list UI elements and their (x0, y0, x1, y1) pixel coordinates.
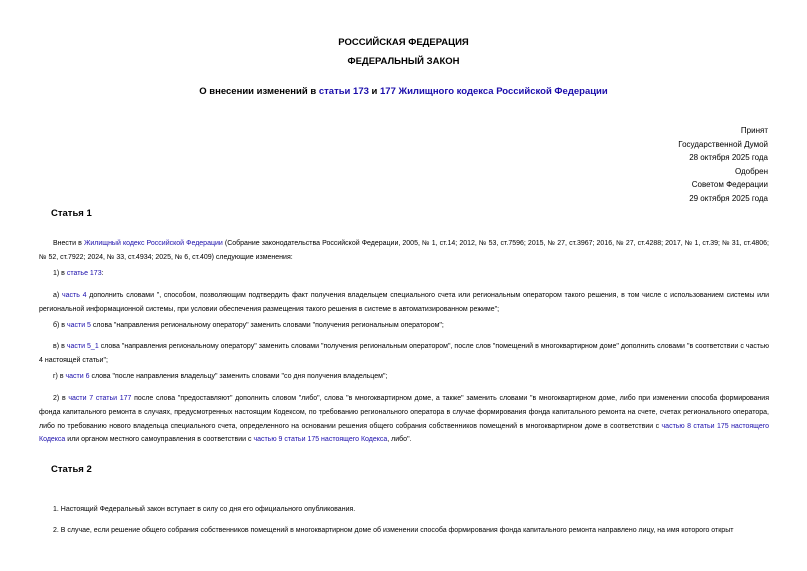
item-b-prefix: б) в (53, 322, 67, 329)
article-177-link[interactable]: 177 Жилищного кодекса Российской Федерации (380, 86, 608, 97)
article-2-item-2-text: 2. В случае, если решение общего собрания собственников помещений в многоквартирном доме об изменении способа формирования фонда капитального ремонта направлено лицу, на имя которого открыт (53, 527, 734, 534)
part-4-link[interactable]: часть 4 (61, 292, 87, 299)
article-173-ref-link[interactable]: статье 173 (66, 270, 102, 277)
item-1-text: 1) в (53, 270, 67, 277)
intro-text-a: Внести в (53, 240, 84, 247)
item-g-prefix: г) в (53, 373, 66, 380)
item-b (39, 319, 769, 333)
title-mid: и (368, 86, 381, 97)
accepted-date: 28 октября 2025 года (689, 153, 768, 163)
item-g (39, 370, 769, 384)
item-2-prefix: 2) в (53, 395, 69, 402)
law-type-heading: ФЕДЕРАЛЬНЫЙ ЗАКОН (347, 56, 460, 67)
item-g-text: слова "после направления владельцу" заменить словами "со дня получения владельцем"; (89, 373, 388, 380)
part-5-link[interactable]: части 5 (66, 322, 91, 329)
item-a-prefix: а) (53, 292, 62, 299)
part-6-link[interactable]: части 6 (65, 373, 90, 380)
article-2-item-2 (39, 524, 769, 538)
accepted-by: Государственной Думой (678, 139, 768, 149)
part-5-1-link[interactable]: части 5_1 (66, 343, 99, 350)
housing-code-link[interactable]: Жилищный кодекс Российской Федерации (83, 240, 223, 247)
title-prefix: О внесении изменений в (199, 86, 319, 97)
item-v-prefix: в) в (53, 343, 67, 350)
intro-text-b: (Собрание законодательства Российской Федерации, 2005, № 1, ст.14; 2012, № 53, ст.7596; 2015, № 27, ст.3967; 2016, № 27, ст.4288; 2017, № 1, ст.39; № 31, ст.4806; № 52, ст.7922; 2024, № 33, ст.4934; 2025, № 6, ст.409) следующие изменения: (39, 240, 770, 261)
accepted-label: Принят (740, 126, 768, 135)
article-2-item-1 (39, 503, 769, 517)
item-v-text: слова "направления региональному оператору" заменить словами "получения региональным оператором", после слов "помещений в многоквартирном доме" дополнить словами "в соответствии с частью 4 настоящей статьи"; (39, 343, 769, 364)
article-2-heading: Статья 2 (51, 464, 92, 475)
article-173-link[interactable]: статьи 173 (318, 86, 369, 97)
approved-by: Советом Федерации (691, 180, 768, 190)
part-9-article-175-link[interactable]: частью 9 статьи 175 настоящего Кодекса (253, 436, 388, 444)
country-heading: РОССИЙСКАЯ ФЕДЕРАЦИЯ (338, 37, 469, 48)
law-title (0, 86, 807, 97)
acceptance-block (678, 124, 768, 206)
item-a (39, 289, 769, 317)
article-2-item-1-text: 1. Настоящий Федеральный закон вступает в силу со дня его официального опубликования. (53, 506, 356, 513)
part-8-article-175-link[interactable]: частью 8 статьи 175 настоящего Кодекса (39, 422, 770, 444)
approved-label: Одобрен (734, 166, 768, 176)
part-7-article-177-link[interactable]: части 7 статьи 177 (68, 395, 132, 402)
item-2-text-b: после слова "предоставляют" дополнить словом "либо", слова "в многоквартирном доме, а также" заменить словами "в многоквартирном доме, либо при изменении способа формирования фонда капитального ремонта в случаях, предусмотренных настоящим Кодексом, по требованию регионального оператора в случае формирования фонда капитального ремонта на счете, счетах регионального оператора, либо по требованию нового владельца специального счета, определенного на основании решения общего собрания собственников помещений в многоквартирном доме в соответствии с (39, 395, 769, 430)
item-2 (39, 392, 769, 447)
approved-date: 29 октября 2025 года (689, 193, 768, 203)
item-b-text: слова "направления региональному оператору" заменить словами "получения региональным оператором"; (90, 322, 444, 329)
item-2-text-d: , либо". (387, 436, 412, 444)
article-1-heading: Статья 1 (51, 208, 92, 219)
item-v (39, 340, 769, 368)
item-1-colon: : (101, 270, 104, 277)
item-a-text: дополнить словами ", способом, позволяющим подтвердить факт получения владельцем специального счета или региональным оператором такого решения, в том числе с использованием системы или региональной информационной системы, при условии обеспечения размещения такого решения в системе в автоматизированном режиме"; (39, 292, 770, 313)
article-1-intro (39, 237, 769, 265)
item-1 (39, 267, 769, 281)
item-2-text-c: или органом местного самоуправления в соответствии с (65, 436, 254, 444)
